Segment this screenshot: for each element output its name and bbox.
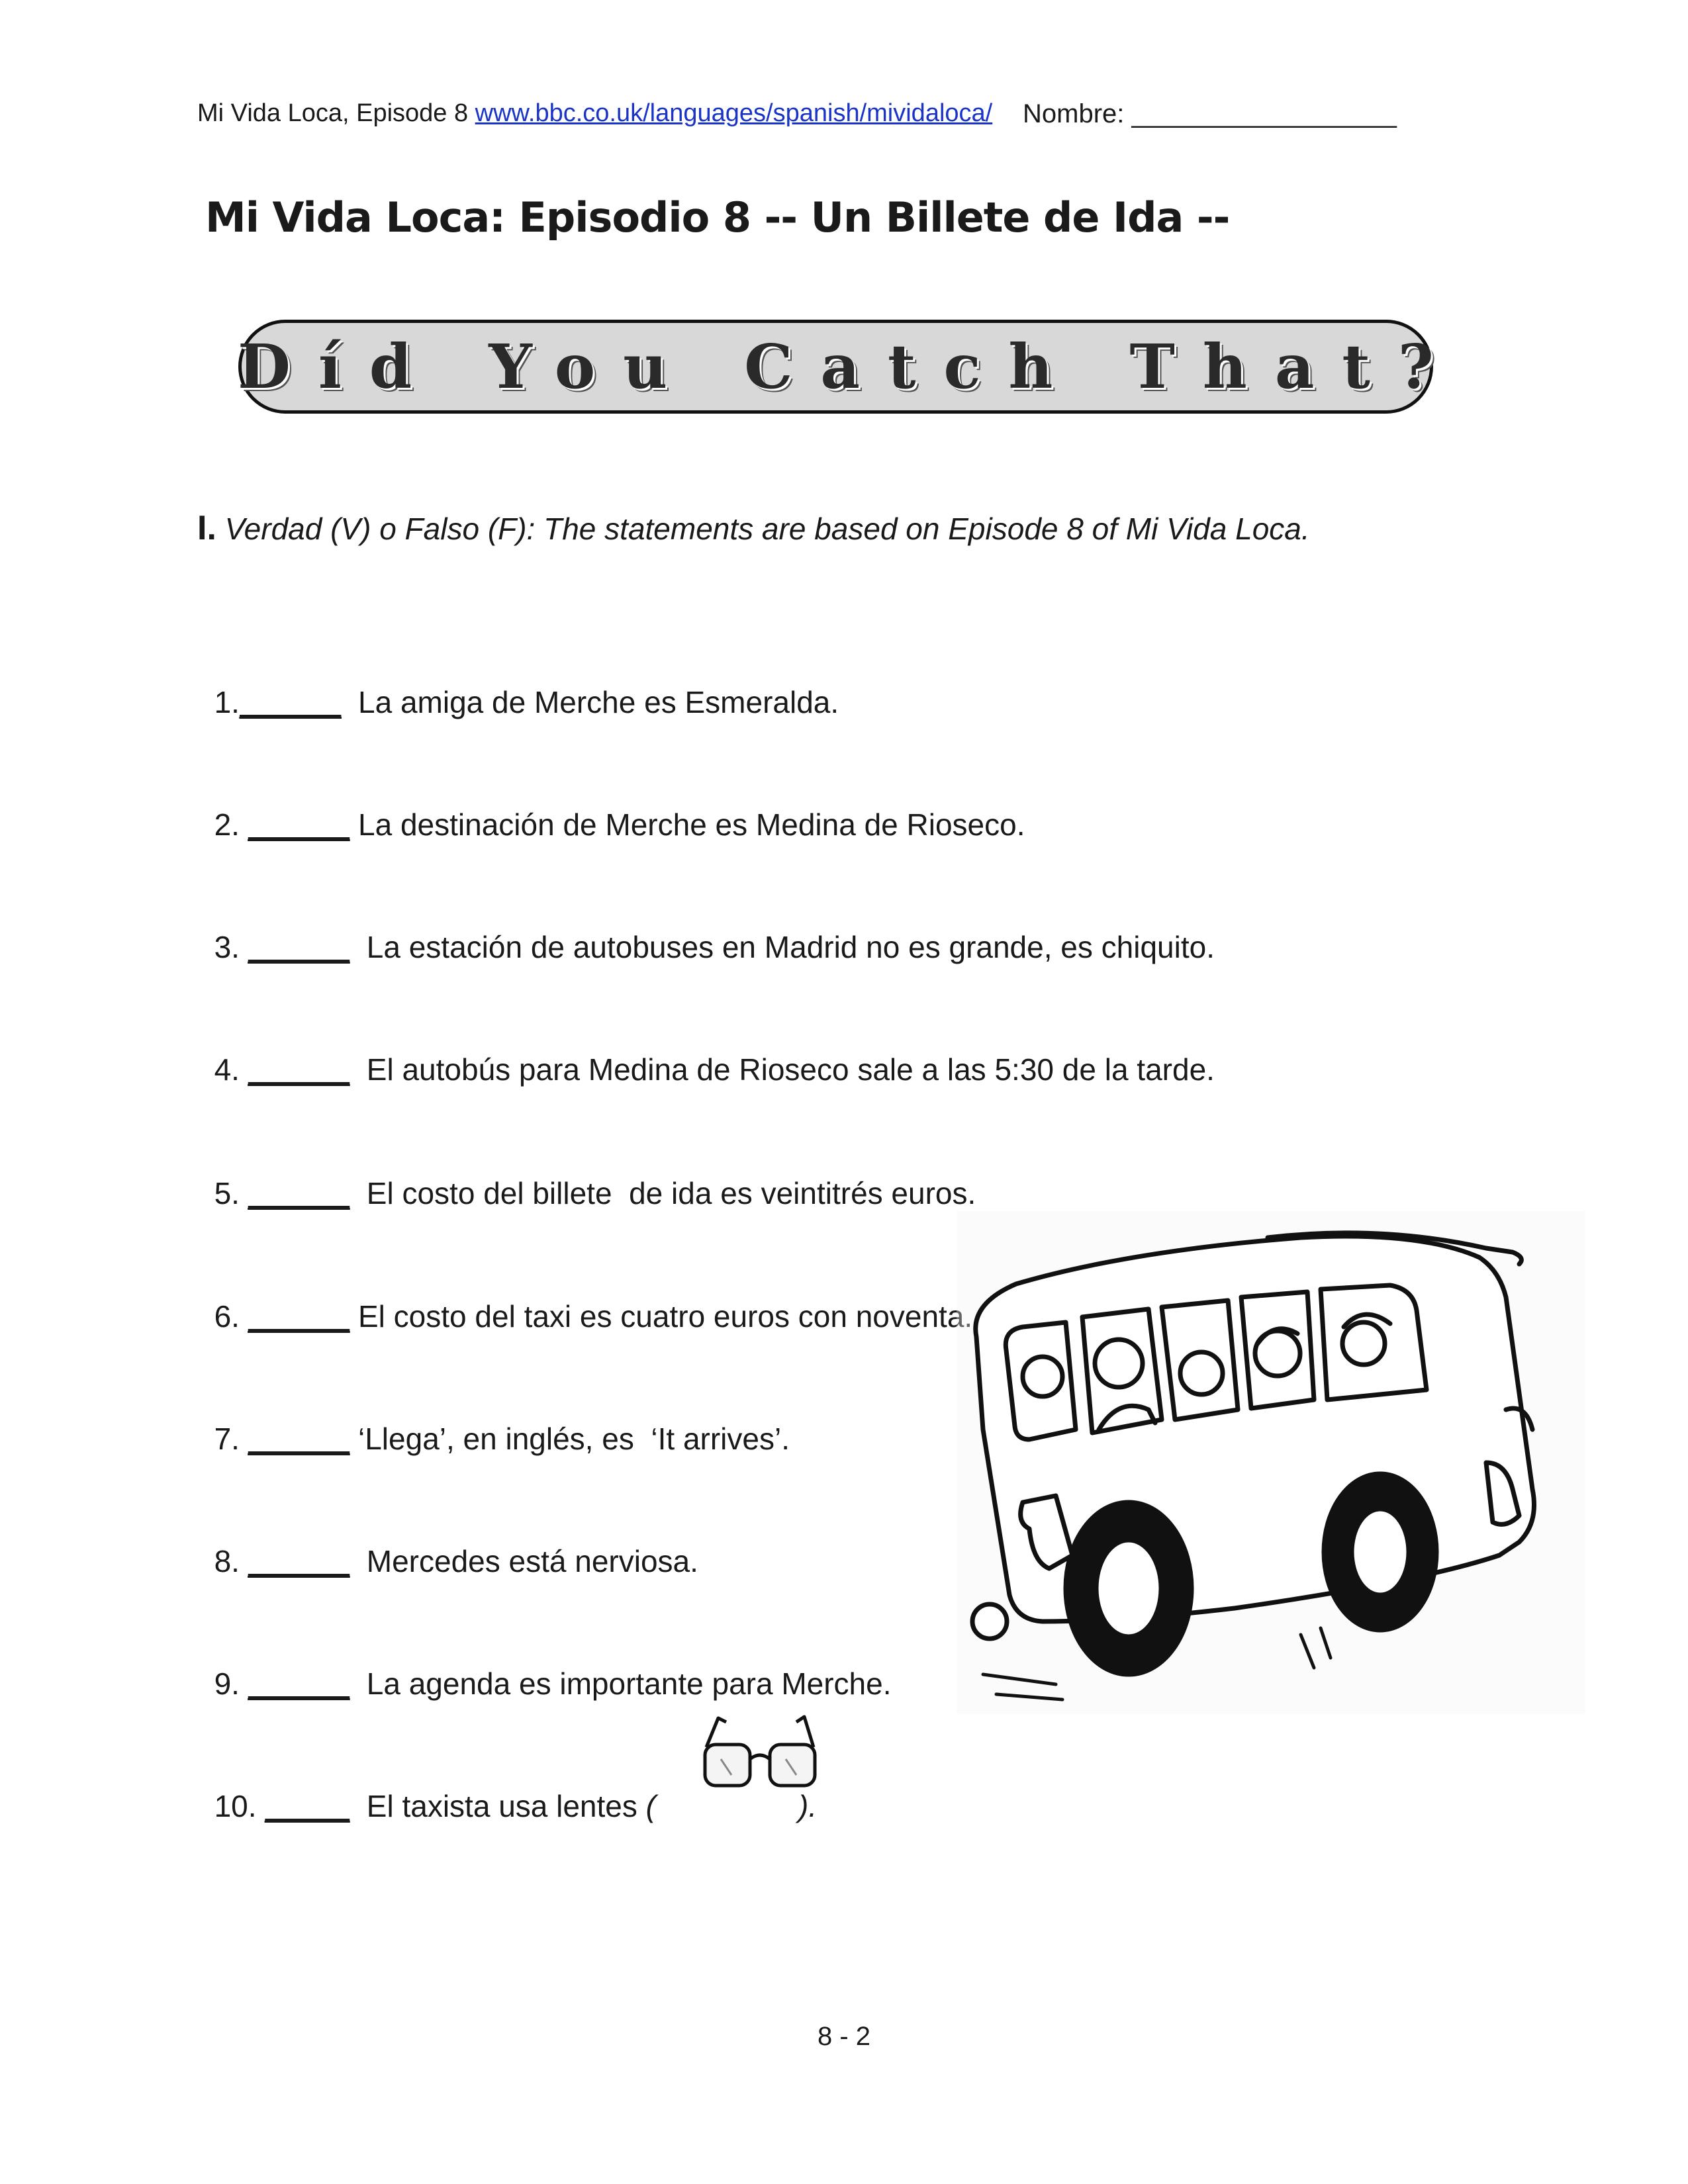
question-8 [197,1508,698,1579]
glasses-icon [698,1713,824,1802]
answer-blank[interactable]: ______ [248,1422,350,1456]
answer-blank[interactable]: ______ [248,807,350,842]
question-4 [197,1016,1215,1087]
question-7 [197,1385,790,1457]
banner-text: Díd You Catch That? [238,331,1462,402]
header-line [197,99,992,128]
answer-blank[interactable]: ______ [248,1052,350,1087]
paren-open: ( [645,1789,656,1823]
paren-close: ). [798,1789,818,1823]
question-number: 9. [214,1666,248,1701]
page-number: 8 - 2 [817,2022,871,2051]
question-number: 10. [214,1789,265,1823]
question-text: El autobús para Medina de Rioseco sale a las 5:30 de la tarde. [350,1052,1215,1087]
name-field-label: Nombre: __________________ [1023,99,1397,128]
question-9 [197,1630,892,1702]
instructions-text: Verdad (V) o Falso (F): The statements are based on Episode 8 of Mi Vida Loca. [216,512,1310,546]
answer-blank[interactable]: ______ [239,685,342,719]
question-text: ‘Llega’, en inglés, es ‘It arrives’. [350,1422,790,1456]
section-number: I. [197,509,216,547]
question-1 [197,649,839,720]
bus-illustration [957,1211,1585,1714]
question-text: El costo del taxi es cuatro euros con noventa. [350,1299,973,1334]
question-number: 6. [214,1299,248,1334]
answer-blank[interactable]: _____ [265,1789,350,1823]
answer-blank[interactable]: ______ [248,930,350,964]
bbc-link[interactable]: www.bbc.co.uk/languages/spanish/mividaloca/ [475,99,993,127]
page-title: Mi Vida Loca: Episodio 8 -- Un Billete de Ida -- [205,193,1230,242]
question-text: La estación de autobuses en Madrid no es grande, es chiquito. [350,930,1215,964]
header-prefix: Mi Vida Loca, Episode 8 [197,99,475,127]
answer-blank[interactable]: ______ [248,1176,350,1210]
question-number: 4. [214,1052,248,1087]
question-number: 1. [214,685,240,719]
question-number: 8. [214,1544,248,1578]
question-number: 3. [214,930,248,964]
question-3 [197,893,1215,965]
question-text: La amiga de Merche es Esmeralda. [341,685,839,719]
banner [238,320,1462,414]
answer-blank[interactable]: ______ [248,1299,350,1334]
question-2 [197,771,1025,842]
question-number: 2. [214,807,248,842]
question-text: La agenda es importante para Merche. [350,1666,892,1701]
question-6 [197,1263,972,1334]
instructions [197,508,1310,548]
question-text: El costo del billete de ida es veintitrés euros. [350,1176,976,1210]
answer-blank[interactable]: ______ [248,1544,350,1578]
question-number: 5. [214,1176,248,1210]
answer-blank[interactable]: ______ [248,1666,350,1701]
question-number: 7. [214,1422,248,1456]
question-text: El taxista usa lentes [350,1789,646,1823]
question-text: Mercedes está nerviosa. [350,1544,698,1578]
question-text: La destinación de Merche es Medina de Rioseco. [350,807,1025,842]
question-5 [197,1140,976,1211]
